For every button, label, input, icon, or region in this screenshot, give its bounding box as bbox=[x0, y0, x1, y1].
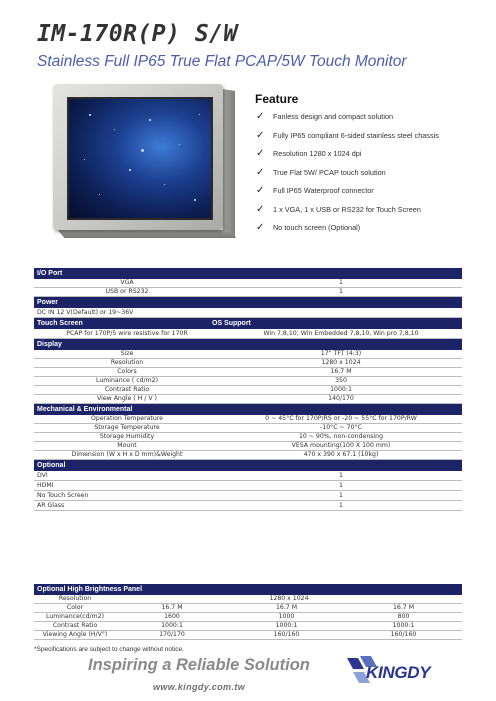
checkmark-icon: ✓ bbox=[256, 129, 265, 141]
checkmark-icon: ✓ bbox=[256, 185, 265, 196]
feature-heading: Feature bbox=[255, 92, 299, 106]
table-row: Operation Temperature 0 ~ 45°C for 170P/RS or -20 ~ 55°C for 170P/RW bbox=[34, 415, 462, 424]
table-row: View Angle ( H / V ) 140/170 bbox=[34, 395, 462, 404]
table-row: Mount VESA mounting(100 X 100 mm) bbox=[34, 442, 462, 451]
checkmark-icon: ✓ bbox=[256, 111, 265, 122]
section-header-display: Display bbox=[34, 339, 462, 350]
section-header-os: OS Support bbox=[212, 320, 251, 327]
table-row: Luminance ( cd/m2) 350 bbox=[34, 377, 462, 386]
monitor-side bbox=[223, 89, 235, 237]
slogan: Inspiring a Reliable Solution bbox=[88, 656, 310, 674]
table-row: Color 16.7 M 16.7 M 16.7 M bbox=[34, 604, 462, 613]
table-row: DC IN 12 V(Default) or 19~36V bbox=[34, 308, 462, 318]
table-row: Storage Humidity 10 ~ 90%, non-condensing bbox=[34, 433, 462, 442]
table-row: Contrast Ratio 1000:1 1000:1 1000:1 bbox=[34, 622, 462, 631]
logo-text: KINGDY bbox=[366, 663, 431, 682]
brightness-table bbox=[34, 584, 462, 640]
table-row: Dimension (W x H x D mm)&Weight 470 x 390 x 67.1 (10kg) bbox=[34, 451, 462, 460]
table-row: Size 17" TFT (4:3) bbox=[34, 350, 462, 359]
feature-item: ✓ No touch screen (Optional) bbox=[256, 222, 361, 233]
monitor-screen bbox=[67, 97, 213, 220]
table-row: Resolution 1280 x 1024 bbox=[34, 359, 462, 368]
feature-item: ✓ 1 x VGA, 1 x USB or RS232 for Touch Screen bbox=[256, 203, 421, 215]
checkmark-icon: ✓ bbox=[256, 222, 265, 233]
feature-item: ✓ Fanless design and compact solution bbox=[256, 111, 394, 122]
feature-item: ✓ Full IP65 Waterproof connector bbox=[256, 185, 374, 196]
section-header-io: I/O Port bbox=[34, 268, 462, 279]
monitor-product-image bbox=[53, 84, 237, 240]
kingdy-logo bbox=[344, 654, 454, 690]
table-row: HDMI 1 bbox=[34, 481, 462, 491]
checkmark-icon: ✓ bbox=[256, 148, 265, 159]
table-row: VGA 1 bbox=[34, 279, 462, 288]
section-header-power: Power bbox=[34, 297, 462, 308]
table-row: Contrast Ratio 1000:1 bbox=[34, 386, 462, 395]
section-header-brightness bbox=[34, 584, 462, 595]
section-header-optional: Optional bbox=[34, 460, 462, 471]
website-url[interactable]: www.kingdy.com.tw bbox=[153, 682, 246, 692]
table-row: AR Glass 1 bbox=[34, 501, 462, 511]
table-row: Colors 16.7 M bbox=[34, 368, 462, 377]
table-row: DVI 1 bbox=[34, 471, 462, 481]
table-row: PCAP for 170P/5 wire resistive for 170R Win 7,8,10; Win Embedded 7,8,10, Win pro 7,8,10 bbox=[34, 329, 462, 339]
table-row: Viewing Angle (H/V°) 170/170 160/160 160/160 bbox=[34, 631, 462, 640]
table-row: No Touch Screen 1 bbox=[34, 491, 462, 501]
section-header-mechanical: Mechanical & Environmental bbox=[34, 404, 462, 415]
feature-item: ✓ True Flat 5W/ PCAP touch solution bbox=[256, 166, 386, 178]
section-header-brightness-title: Optional High Brightness Panel bbox=[34, 584, 162, 595]
checkmark-icon: ✓ bbox=[256, 166, 265, 178]
feature-item: ✓ Resolution 1280 x 1024 dpi bbox=[256, 148, 362, 159]
table-row: Storage Temperature -10°C ~ 70°C bbox=[34, 424, 462, 433]
page-title: IM-170R(P) S/W bbox=[37, 21, 238, 47]
monitor-frame bbox=[53, 84, 223, 230]
table-row: USB or RS232 1 bbox=[34, 288, 462, 297]
monitor-bottom bbox=[58, 230, 237, 238]
section-header-touch: Touch Screen OS Support bbox=[34, 318, 462, 329]
spec-table bbox=[34, 268, 462, 511]
page-subtitle: Stainless Full IP65 True Flat PCAP/5W Touch Monitor bbox=[37, 53, 407, 70]
feature-item: ✓ Fully IP65 compliant 6-sided stainless steel chassis bbox=[256, 129, 439, 141]
feature-list bbox=[256, 110, 439, 240]
table-row: Resolution 1280 x 1024 bbox=[34, 595, 462, 604]
table-row: Luminance(cd/m2) 1600 1000 800 bbox=[34, 613, 462, 622]
checkmark-icon: ✓ bbox=[256, 203, 265, 215]
disclaimer-note: *Specifications are subject to change without notice. bbox=[34, 646, 184, 653]
